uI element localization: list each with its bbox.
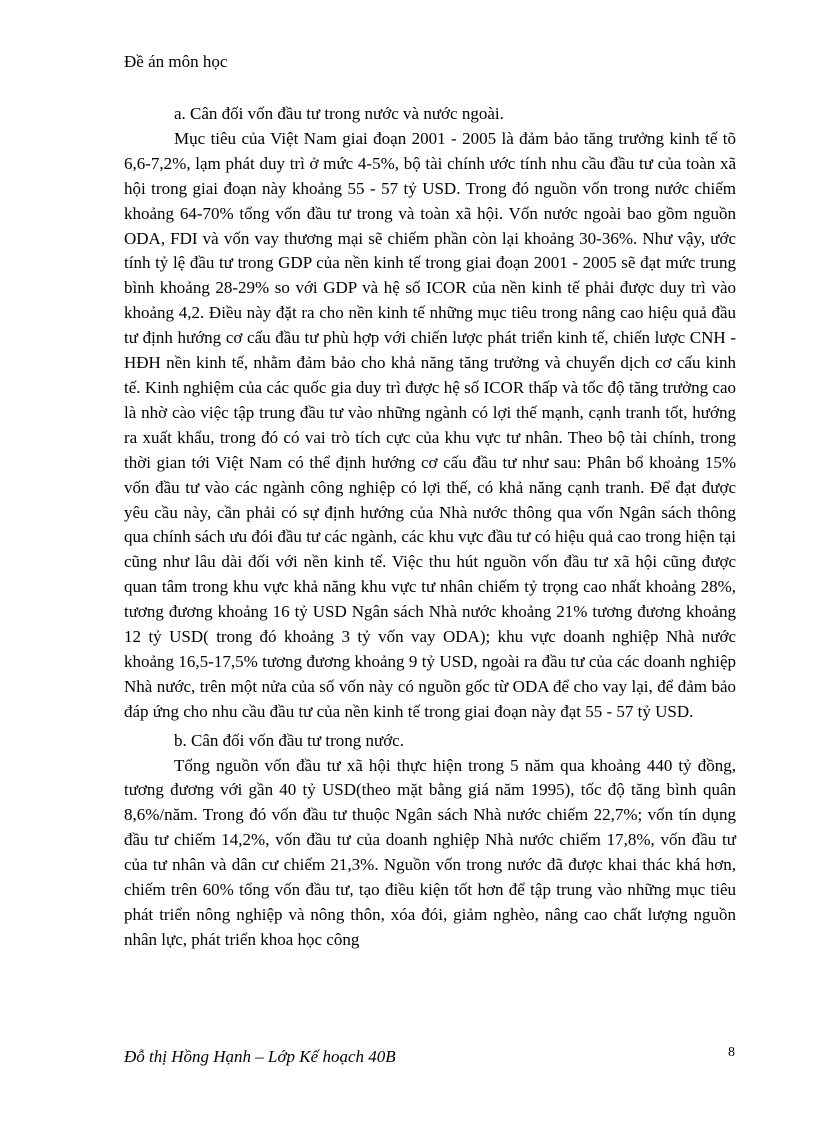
section-a-title: a. Cân đối vốn đầu tư trong nước và nước ngoài. bbox=[174, 104, 504, 123]
section-a-paragraph: Mục tiêu của Việt Nam giai đoạn 2001 - 2005 là đảm bảo tăng trưởng kinh tế tõ 6,6-7,2%, lạm phát duy trì ở mức 4-5%, bộ tài chính ước tính nhu cầu đầu tư của toàn xã hội trong giai đoạn này khoảng 55 - 57 tỷ USD. Trong đó nguồn vốn trong nước chiếm khoảng 64-70% tổng vốn đầu tư trong và toàn xã hội. Vốn nước ngoài bao gồm nguồn ODA, FDI và vốn vay thương mại sẽ chiếm phần còn lại khoảng 30-36%. Như vậy, ước tính tỷ lệ đầu tư trong GDP của nền kinh tế trong giai đoạn 2001 - 2005 sẽ đạt mức trung bình khoảng 28-29% so với GDP và hệ số ICOR của nền kinh tế phải được duy trì vào khoảng 4,2. Điều này đặt ra cho nền kinh tế những mục tiêu trong nâng cao hiệu quả đầu tư định hướng cơ cấu đầu tư phù hợp với chiến lược phát triển kinh tế, chiến lược CNH - HĐH nền kinh tế, nhằm đảm bảo cho khả năng tăng trưởng và chuyển dịch cơ cấu kinh tế. Kinh nghiệm của các quốc gia duy trì được hệ số ICOR thấp và tốc độ tăng trưởng cao là nhờ cào việc tập trung đầu tư vào những ngành có lợi thế mạnh, cạnh tranh tốt, hướng ra xuất khẩu, trong đó có vai trò tích cực của khu vực tư nhân. Theo bộ tài chính, trong thời gian tới Việt Nam có thể định hướng cơ cấu đầu tư như sau: Phân bổ khoảng 15% vốn đầu tư vào các ngành công nghiệp có lợi thế, có khả năng cạnh tranh. Để đạt được yêu cầu này, cần phải có sự định hướng của Nhà nước thông qua vốn Ngân sách thông qua chính sách ưu đói đầu tư các ngành, các khu vực đầu tư có hiệu quả cao trong hiện tại cũng như lâu dài đối với nền kinh tế. Việc thu hút nguồn vốn đầu tư xã hội cũng được quan tâm trong khu vực khả năng khu vực tư nhân chiếm tỷ trọng cao nhất khoảng 28%, tương đương khoảng 16 tỷ USD Ngân sách Nhà nước khoảng 21% tương đương khoảng 12 tỷ USD( trong đó khoảng 3 tỷ vốn vay ODA); khu vực doanh nghiệp Nhà nước khoảng 16,5-17,5% tương đương khoảng 9 tỷ USD, ngoài ra đầu tư của các doanh nghiệp Nhà nước, trên một nửa của số vốn này có nguồn gốc từ ODA để cho vay lại, để đảm bảo đáp ứng cho nhu cầu đầu tư của nền kinh tế trong giai đoạn này đạt 55 - 57 tỷ USD. bbox=[124, 128, 736, 721]
footer-author: Đỗ thị Hồng Hạnh – Lớp Kế hoạch 40B bbox=[124, 1047, 396, 1066]
document-body bbox=[124, 102, 736, 953]
section-b-title: b. Cân đối vốn đầu tư trong nước. bbox=[174, 730, 404, 750]
page-number: 8 bbox=[728, 1045, 735, 1060]
section-b-paragraph: Tổng nguồn vốn đầu tư xã hội thực hiện trong 5 năm qua khoảng 440 tỷ đồng, tương đương với gần 40 tỷ USD(theo mặt bằng giá năm 1995), tốc độ tăng bình quân 8,6%/năm. Trong đó vốn đầu tư thuộc Ngân sách Nhà nước chiếm 22,7%; vốn tín dụng đầu tư chiếm 14,2%, vốn đầu tư của doanh nghiệp Nhà nước chiếm 17,8%, vốn đầu tư của tư nhân và dân cư chiếm 21,3%. Nguồn vốn trong nước đã được khai thác khá hơn, chiếm trên 60% tổng vốn đầu tư, tạo điều kiện tốt hơn để tập trung vào những mục tiêu phát triển nông nghiệp và nông thôn, xóa đói, giảm nghèo, nâng cao chất lượng nguồn nhân lực, phát triển khoa học công bbox=[124, 755, 736, 949]
page-header: Đề án môn học bbox=[124, 52, 228, 71]
